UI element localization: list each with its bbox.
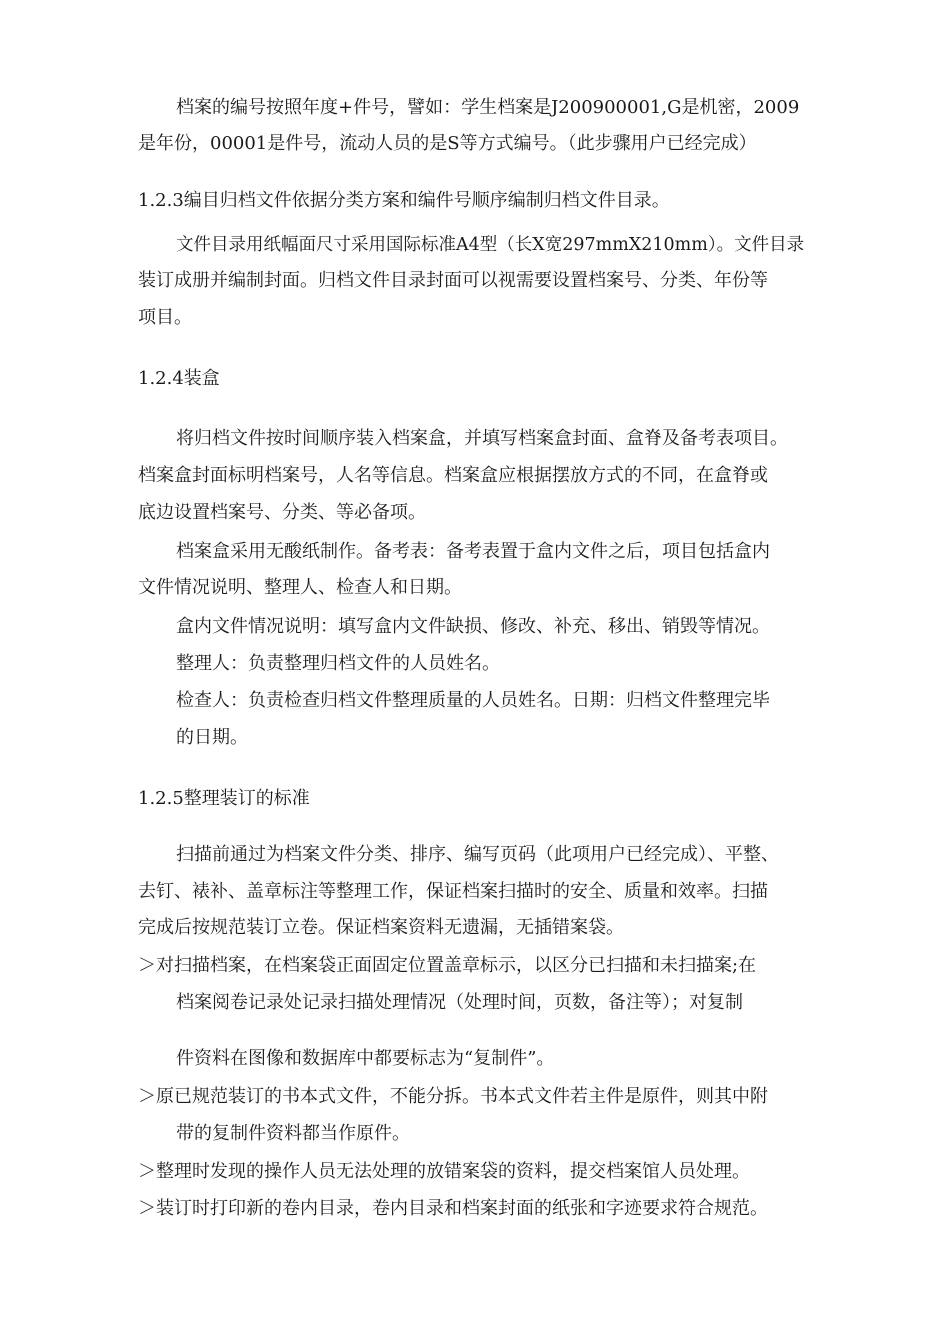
paragraph-box-material-line-2: 文件情况说明、整理人、检查人和日期。 — [138, 577, 462, 598]
paragraph-binding-line-1: 扫描前通过为档案文件分类、排序、编写页码（此项用户已经完成）、平整、 — [176, 844, 779, 865]
paragraph-binding-line-2: 去钉、裱补、盖章标注等整理工作，保证档案扫描时的安全、质量和效率。扫描 — [138, 881, 768, 902]
paragraph-binding-line-3: 完成后按规范装订立卷。保证档案资料无遗漏，无插错案袋。 — [138, 917, 624, 938]
paragraph-box-contents: 盒内文件情况说明：填写盒内文件缺损、修改、补充、移出、销毁等情况。 — [176, 616, 770, 637]
paragraph-boxing-line-3: 底边设置档案号、分类、等必备项。 — [138, 502, 426, 523]
section-heading-1-2-5: 1.2.5整理装订的标准 — [138, 788, 310, 809]
bullet-bound-documents-line-1: ＞原已规范装订的书本式文件，不能分拆。书本式文件若主件是原件，则其中附 — [138, 1086, 768, 1107]
paragraph-catalog-line-1: 文件目录用纸幅面尺寸采用国际标准A4型（长X宽297mmX210mm）。文件目录 — [176, 235, 805, 255]
bullet-scan-marking-line-1: ＞对扫描档案，在档案袋正面固定位置盖章标示，以区分已扫描和未扫描案;在 — [138, 955, 757, 976]
section-heading-1-2-3: 1.2.3编目归档文件依据分类方案和编件号顺序编制归档文件目录。 — [138, 190, 670, 211]
bullet-misplaced-materials: ＞整理时发现的操作人员无法处理的放错案袋的资料，提交档案馆人员处理。 — [138, 1161, 750, 1182]
bullet-scan-marking-line-3: 件资料在图像和数据库中都要标志为“复制件”。 — [176, 1048, 555, 1069]
paragraph-inspector-line-2: 的日期。 — [176, 727, 248, 748]
paragraph-numbering-line-2: 是年份，00001是件号，流动人员的是S等方式编号。（此步骤用户已经完成） — [138, 133, 757, 154]
section-heading-1-2-4: 1.2.4装盒 — [138, 368, 220, 389]
bullet-bound-documents-line-2: 带的复制件资料都当作原件。 — [176, 1123, 410, 1144]
bullet-scan-marking-line-2: 档案阅卷记录处记录扫描处理情况（处理时间，页数，备注等）；对复制 — [176, 992, 743, 1013]
paragraph-organizer: 整理人：负责整理归档文件的人员姓名。 — [176, 653, 500, 674]
paragraph-inspector-line-1: 检查人：负责检查归档文件整理质量的人员姓名。日期：归档文件整理完毕 — [176, 690, 770, 711]
paragraph-catalog-line-3: 项目。 — [138, 307, 192, 328]
bullet-print-catalog: ＞装订时打印新的卷内目录，卷内目录和档案封面的纸张和字迹要求符合规范。 — [138, 1198, 768, 1219]
paragraph-boxing-line-1: 将归档文件按时间顺序装入档案盒，并填写档案盒封面、盒脊及备考表项目。 — [176, 428, 788, 449]
paragraph-numbering-line-1: 档案的编号按照年度+件号，譬如：学生档案是J200900001,G是机密，2009 — [176, 97, 800, 118]
paragraph-catalog-line-2: 装订成册并编制封面。归档文件目录封面可以视需要设置档案号、分类、年份等 — [138, 270, 768, 291]
paragraph-boxing-line-2: 档案盒封面标明档案号，人名等信息。档案盒应根据摆放方式的不同，在盒脊或 — [138, 465, 768, 486]
paragraph-box-material-line-1: 档案盒采用无酸纸制作。备考表：备考表置于盒内文件之后，项目包括盒内 — [176, 541, 770, 562]
